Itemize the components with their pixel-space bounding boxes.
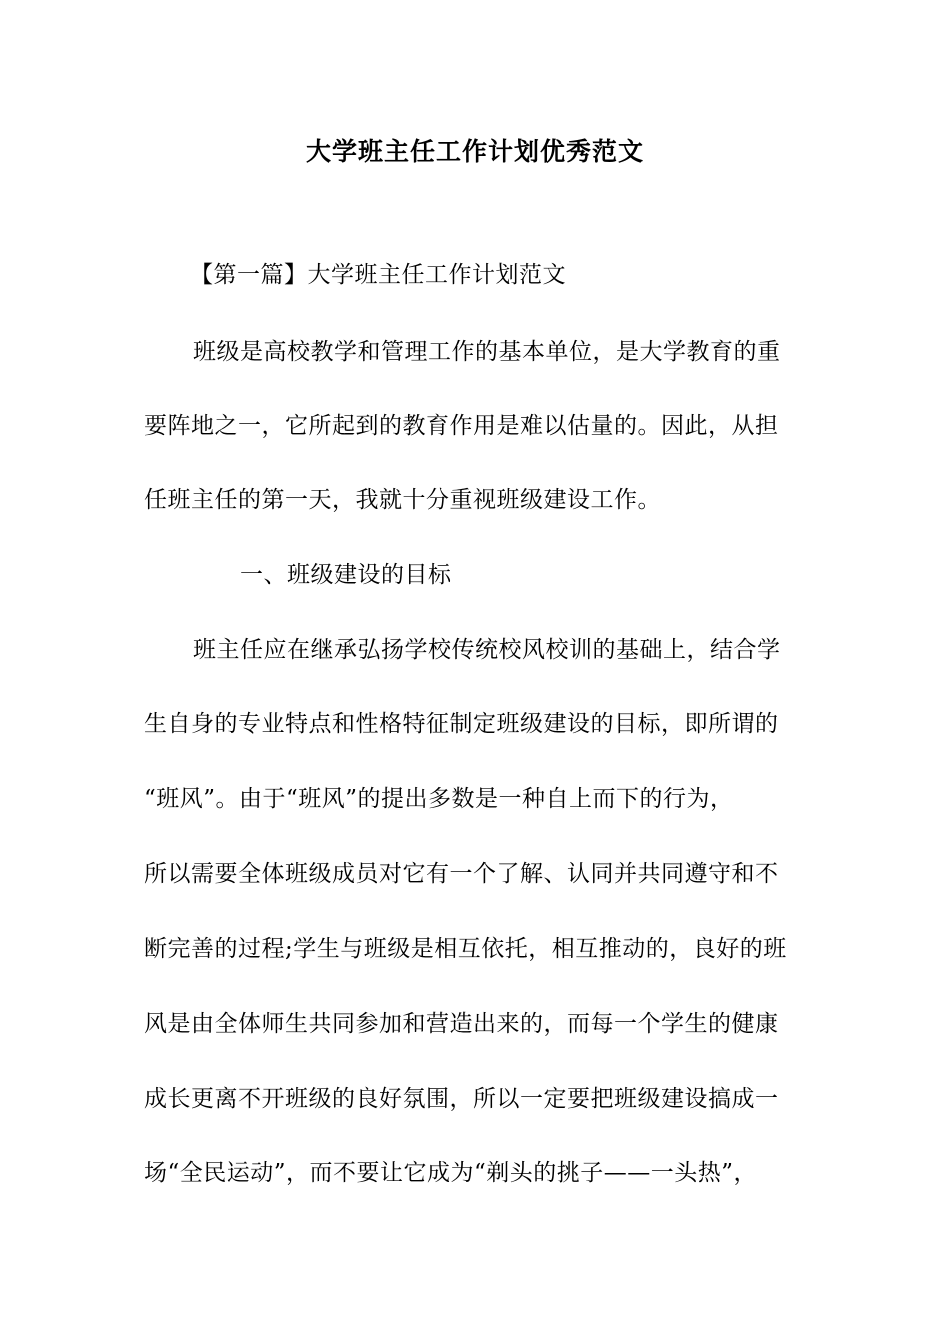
paragraph-line: 成长更离不开班级的良好氛围，所以一定要把班级建设搞成一 [144, 1086, 779, 1112]
paragraph-line: 要阵地之一，它所起到的教育作用是难以估量的。因此，从担 [144, 413, 779, 439]
paragraph-line: 任班主任的第一天，我就十分重视班级建设工作。 [144, 487, 661, 513]
paragraph-line: 断完善的过程;学生与班级是相互依托，相互推动的，良好的班 [144, 936, 787, 962]
paragraph-line: 所以需要全体班级成员对它有一个了解、认同并共同遵守和不 [144, 861, 779, 887]
section-label: 【第一篇】大学班主任工作计划范文 [190, 262, 566, 288]
paragraph-line: 生自身的专业特点和性格特征制定班级建设的目标，即所谓的 [144, 711, 779, 737]
paragraph-line: 班级是高校教学和管理工作的基本单位，是大学教育的重 [193, 339, 781, 365]
document-title: 大学班主任工作计划优秀范文 [305, 137, 644, 166]
paragraph-line: “班风”。由于“班风”的提出多数是一种自上而下的行为， [144, 786, 734, 812]
paragraph-line: 场“全民运动”，而不要让它成为“剃头的挑子——一头热”， [144, 1160, 758, 1186]
paragraph-line: 班主任应在继承弘扬学校传统校风校训的基础上，结合学 [193, 637, 781, 663]
section-heading: 一、班级建设的目标 [240, 562, 452, 588]
paragraph-line: 风是由全体师生共同参加和营造出来的，而每一个学生的健康 [144, 1011, 779, 1037]
